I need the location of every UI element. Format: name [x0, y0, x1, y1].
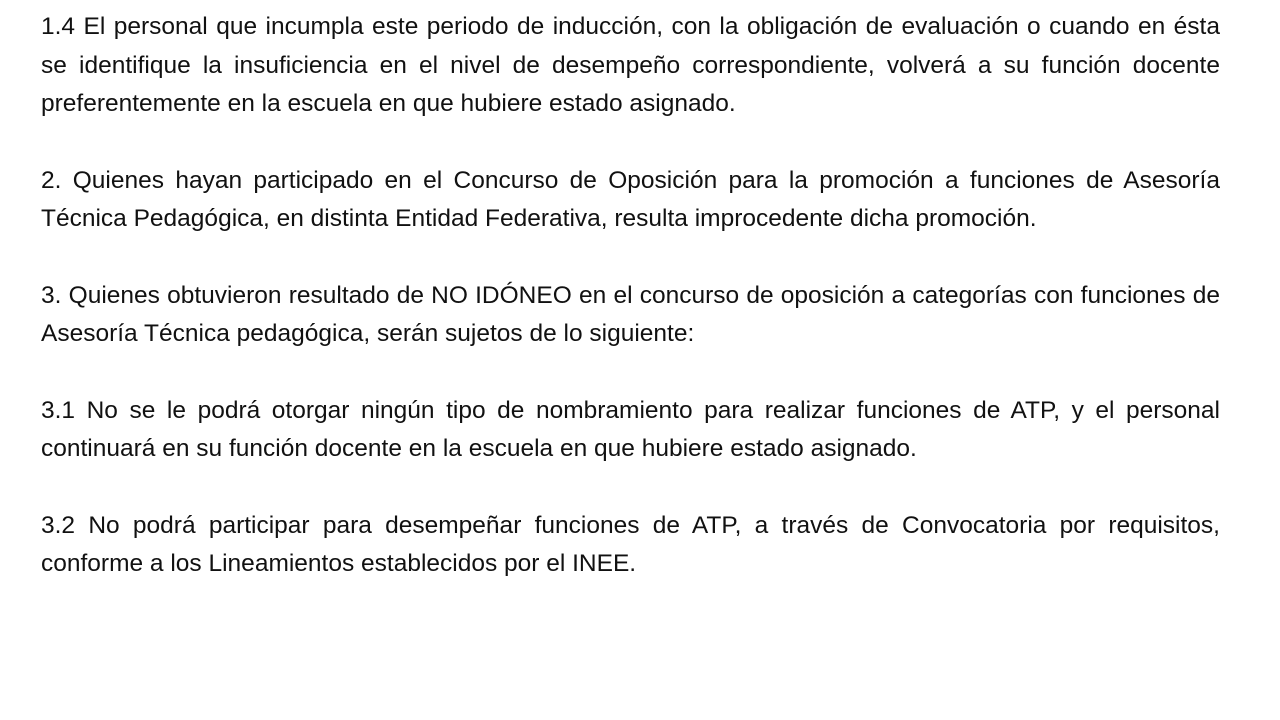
paragraph-2: 2. Quienes hayan participado en el Concurso de Oposición para la promoción a funciones de Asesoría Técnica Pedagógica, en distinta Entidad Federativa, resulta improcedente dicha promoción.: [41, 166, 1220, 232]
paragraph-3-1: 3.1 No se le podrá otorgar ningún tipo de nombramiento para realizar funciones de ATP, y el personal continuará en su función docente en la escuela en que hubiere estado asignado.: [41, 396, 1220, 462]
paragraph-3: 3. Quienes obtuvieron resultado de NO IDÓNEO en el concurso de oposición a categorías con funciones de Asesoría Técnica pedagógica, serán sujetos de lo siguiente:: [41, 281, 1220, 347]
paragraph-1-4: 1.4 El personal que incumpla este periodo de inducción, con la obligación de evaluación o cuando en ésta se identifique la insuficiencia en el nivel de desempeño correspondiente, volverá a su función docente preferentemente en la escuela en que hubiere estado asignado.: [41, 13, 1220, 117]
paragraph-3-2: 3.2 No podrá participar para desempeñar funciones de ATP, a través de Convocatoria por requisitos, conforme a los Lineamientos establecidos por el INEE.: [41, 511, 1220, 577]
